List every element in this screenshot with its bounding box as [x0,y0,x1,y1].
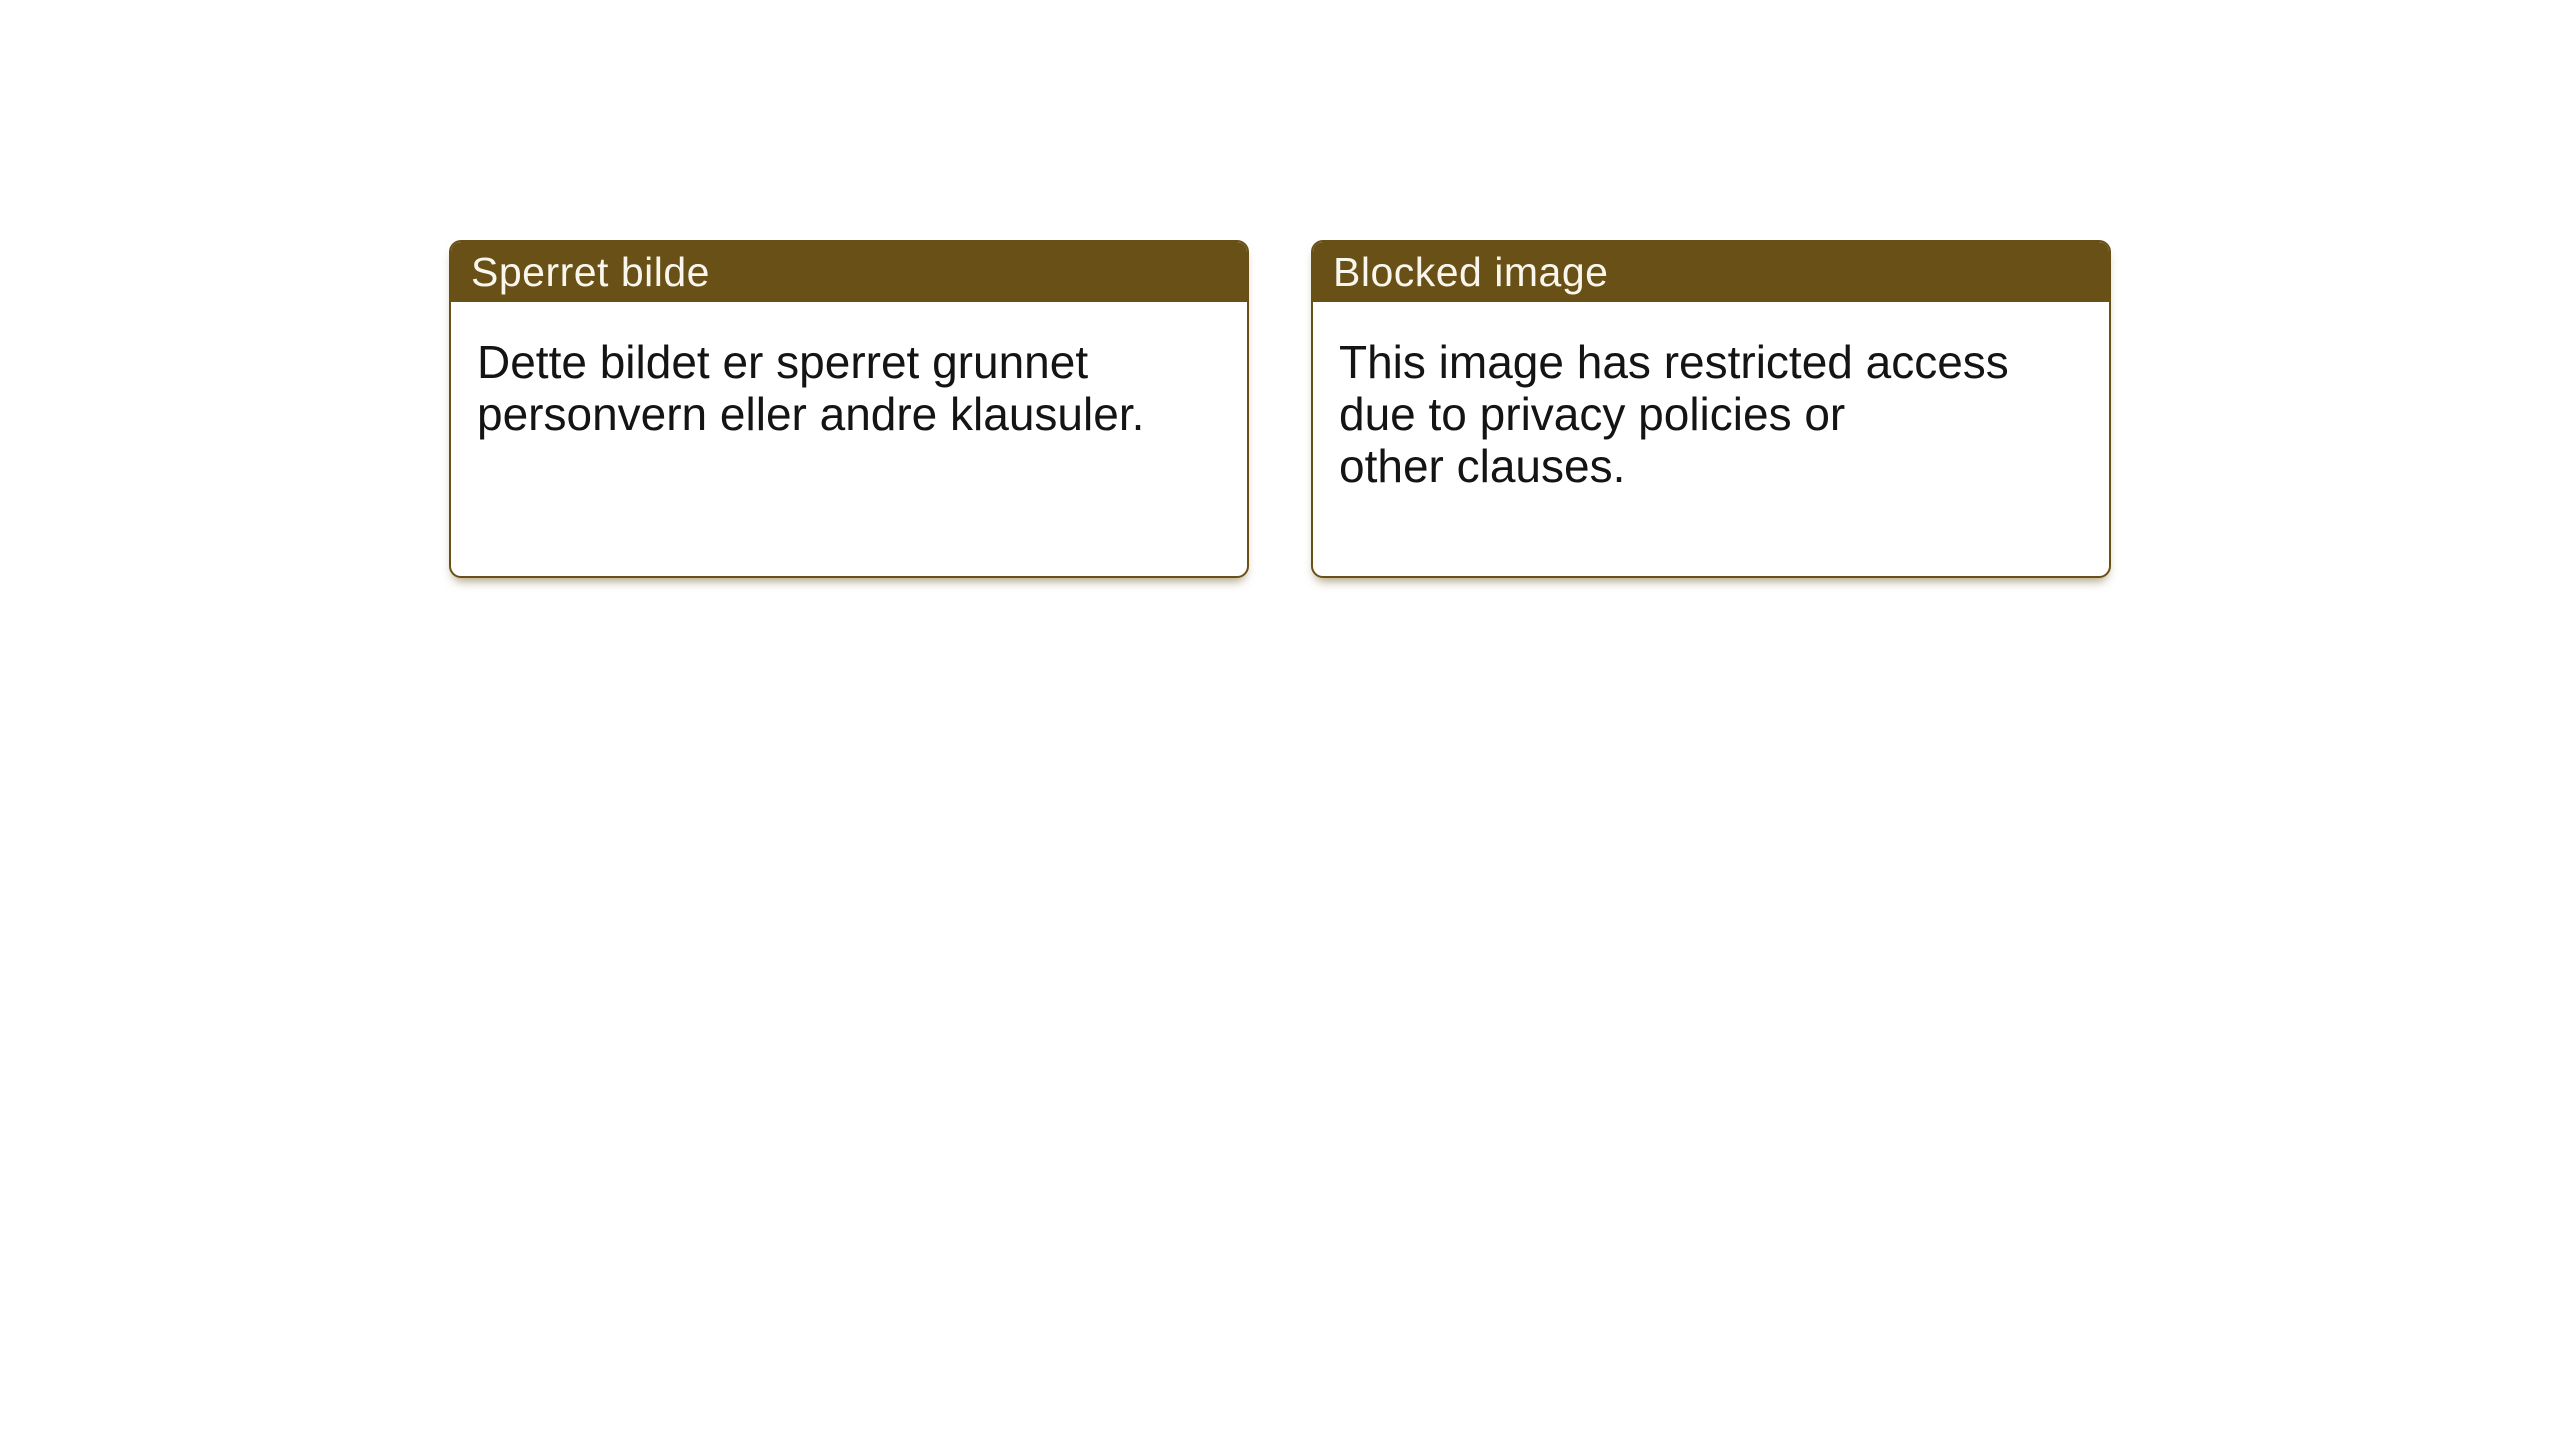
card-body-line: other clauses. [1339,440,1626,492]
card-body [451,302,1247,440]
card-title-norwegian: Sperret bilde [471,248,710,295]
card-body-line: This image has restricted access [1339,336,2009,388]
card-body-line: personvern eller andre klausuler. [477,388,1145,440]
blocked-image-card-english [1311,240,2111,578]
blocked-image-card-norwegian [449,240,1249,578]
blocked-image-cards-row [0,240,2560,578]
card-header [451,242,1247,302]
card-body [1313,302,2109,492]
card-body-line: Dette bildet er sperret grunnet [477,336,1089,388]
card-header [1313,242,2109,302]
card-body-line: due to privacy policies or [1339,388,1846,440]
card-title-english: Blocked image [1333,248,1609,295]
